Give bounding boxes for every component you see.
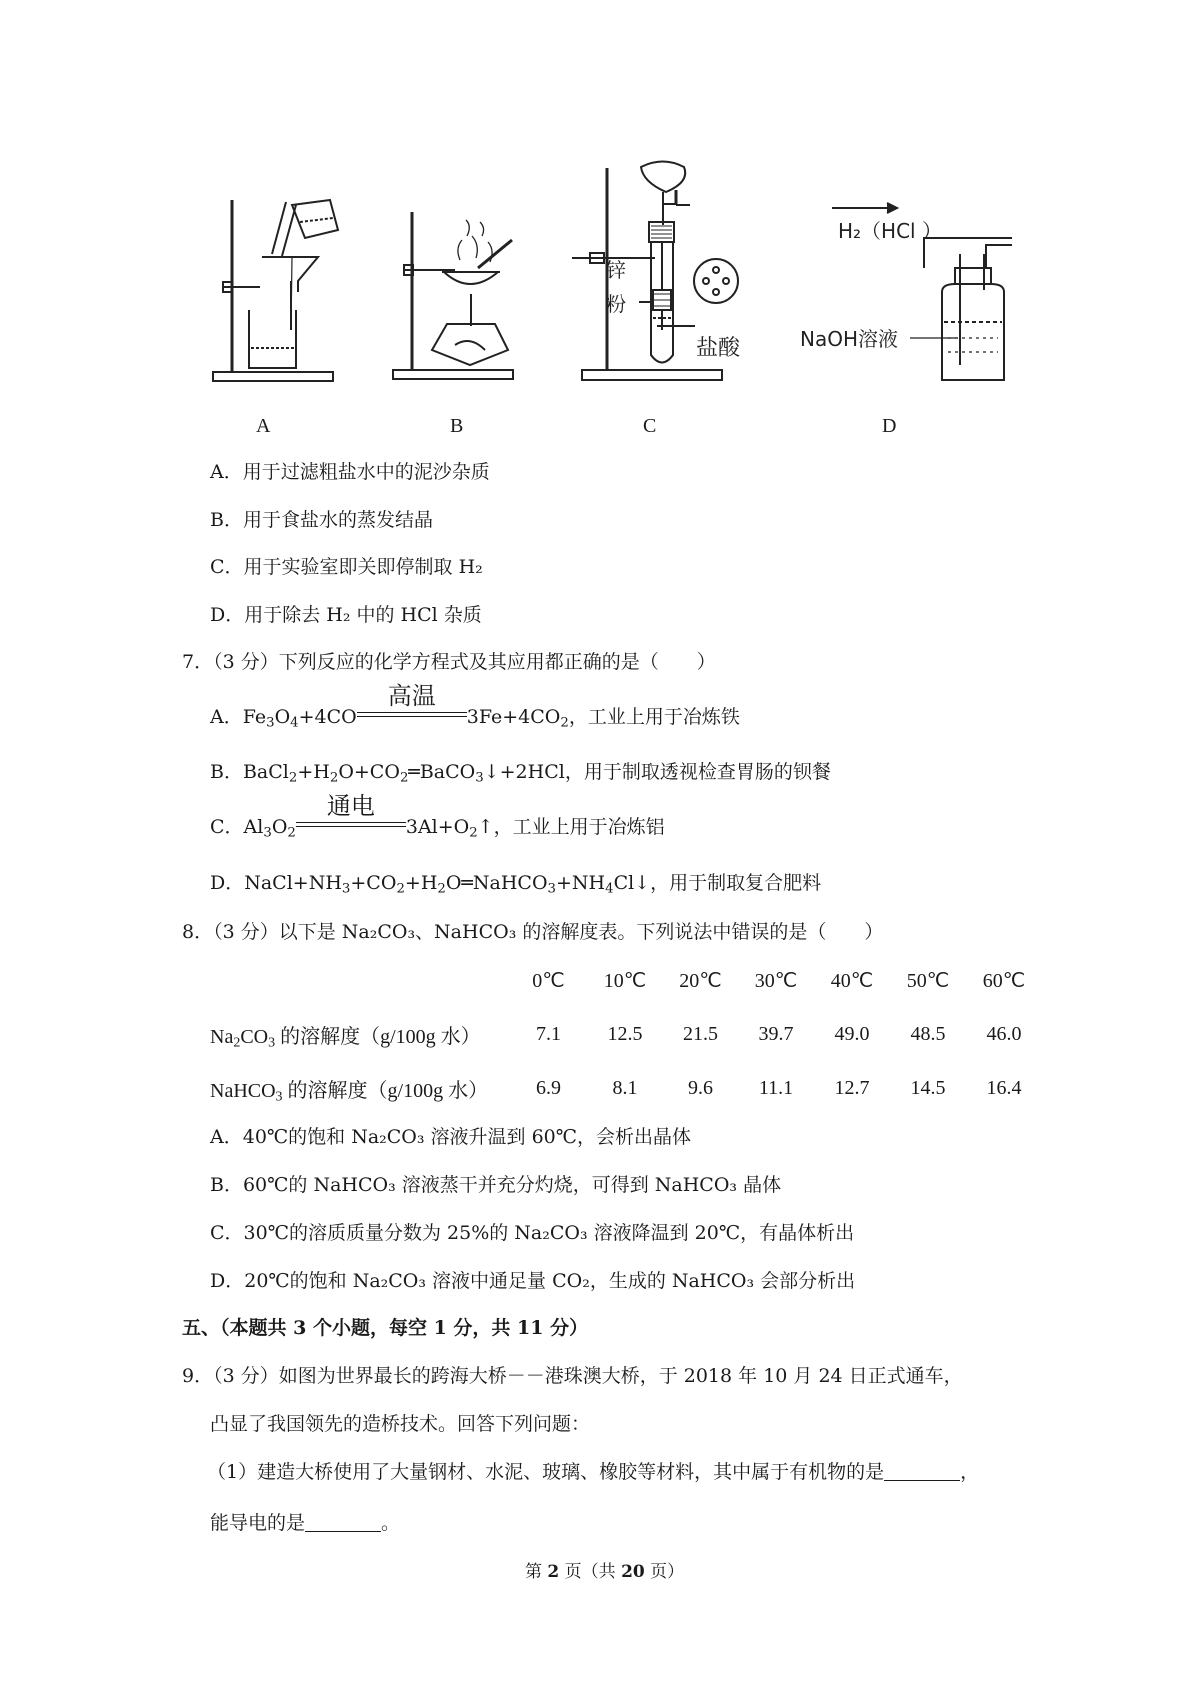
q6-option-d: D．用于除去 H₂ 中的 HCl 杂质 [210, 604, 482, 626]
answer-blank-1[interactable] [884, 1460, 960, 1481]
c-acid-label: 盐酸 [696, 336, 741, 361]
q7-option-c: C．$Al_3O_2$ 通电 $3Al+O_2↑$，工业上用于冶炼铝 [210, 812, 665, 839]
q9-sub1: （1）建造大桥使用了大量钢材、水泥、玻璃、橡胶等材料，其中属于有机物的是 ， [207, 1461, 980, 1483]
apparatus-b-evaporation [393, 212, 513, 379]
d-solution-label: NaOH溶液 [800, 327, 898, 351]
temp-cell: 10℃ [603, 969, 647, 992]
q8-option-b: B．60℃的 NaHCO₃ 溶液蒸干并充分灼烧，可得到 NaHCO₃ 晶体 [210, 1174, 782, 1196]
temp-cell: 40℃ [830, 969, 874, 992]
q9-sub1-line2: 能导电的是 。 [210, 1512, 401, 1534]
q7-stem: 7．（3 分）下列反应的化学方程式及其应用都正确的是（ ） [182, 651, 716, 673]
q8-option-a: A．40℃的饱和 Na₂CO₃ 溶液升温到 60℃，会析出晶体 [210, 1126, 692, 1148]
temp-cell: 20℃ [679, 969, 722, 992]
c-zinc-label-2: 粉 [606, 292, 626, 316]
apparatus-figure [0, 0, 1200, 440]
q9-line1: 9．（3 分）如图为世界最长的跨海大桥－－港珠澳大桥，于 2018 年 10 月 24 日正式通车， [182, 1365, 963, 1387]
figure-label-b: B [450, 415, 464, 437]
apparatus-a-filtration [213, 200, 338, 381]
q7-c-condition: 通电 [326, 792, 375, 820]
q7-option-b: B．$BaCl_2+H_2O+CO_2═BaCO_3↓+2HCl$，用于制取透视检查胃肠的钡餐 [210, 761, 831, 786]
q6-option-b: B．用于食盐水的蒸发结晶 [210, 509, 433, 531]
temp-cell: 0℃ [532, 969, 565, 992]
table-header-row [210, 953, 1042, 1007]
figure-label-a: A [256, 415, 271, 437]
section-5-title: 五、（本题共 3 个小题，每空 1 分，共 11 分） [182, 1317, 589, 1339]
q6-option-a: A．用于过滤粗盐水中的泥沙杂质 [210, 461, 490, 483]
q8-option-c: C．30℃的溶质质量分数为 25%的 Na₂CO₃ 溶液降温到 20℃，有晶体析出 [210, 1222, 855, 1244]
q7-option-d: D．$NaCl+NH_3+CO_2+H_2O═NaHCO_3+NH_4Cl↓$，用于制取复合肥料 [210, 872, 822, 897]
figure-label-d: D [882, 415, 897, 437]
table-row: NaHCO$_3$ 的溶解度（g/100g 水） 6.9 8.1 9.6 11.1 12.7 14.5 16.4 [210, 1076, 1022, 1104]
page-footer: 第 2 页（共 20 页） [525, 1562, 685, 1582]
answer-blank-2[interactable] [305, 1511, 381, 1532]
temp-cell: 30℃ [754, 969, 798, 992]
figure-label-c: C [643, 415, 657, 437]
q8-stem: 8．（3 分）以下是 Na₂CO₃、NaHCO₃ 的溶解度表。下列说法中错误的是（ ） [182, 921, 884, 943]
temp-cell: 50℃ [906, 969, 950, 992]
solubility-table [210, 953, 1042, 1115]
q7-option-a: A．$Fe_3O_4+4CO$ 高温 $3Fe+4CO_2$，工业上用于冶炼铁 [210, 702, 740, 729]
q9-line2: 凸显了我国领先的造桥技术。回答下列问题： [210, 1413, 591, 1435]
q8-option-d: D．20℃的饱和 Na₂CO₃ 溶液中通足量 CO₂，生成的 NaHCO₃ 会部分析出 [210, 1270, 856, 1292]
q7-a-condition: 高温 [387, 682, 436, 710]
temp-cell: 60℃ [982, 969, 1026, 992]
c-zinc-label: 锌 [606, 258, 626, 282]
table-row: $Na_2CO_3$ 的溶解度（g/100g 水） 7.1 12.5 21.5 39.7 49.0 48.5 46.0 [210, 1022, 1022, 1050]
q6-option-c: C．用于实验室即关即停制取 H₂ [210, 556, 483, 578]
d-gas-label: H₂（HCl ） [838, 219, 942, 243]
